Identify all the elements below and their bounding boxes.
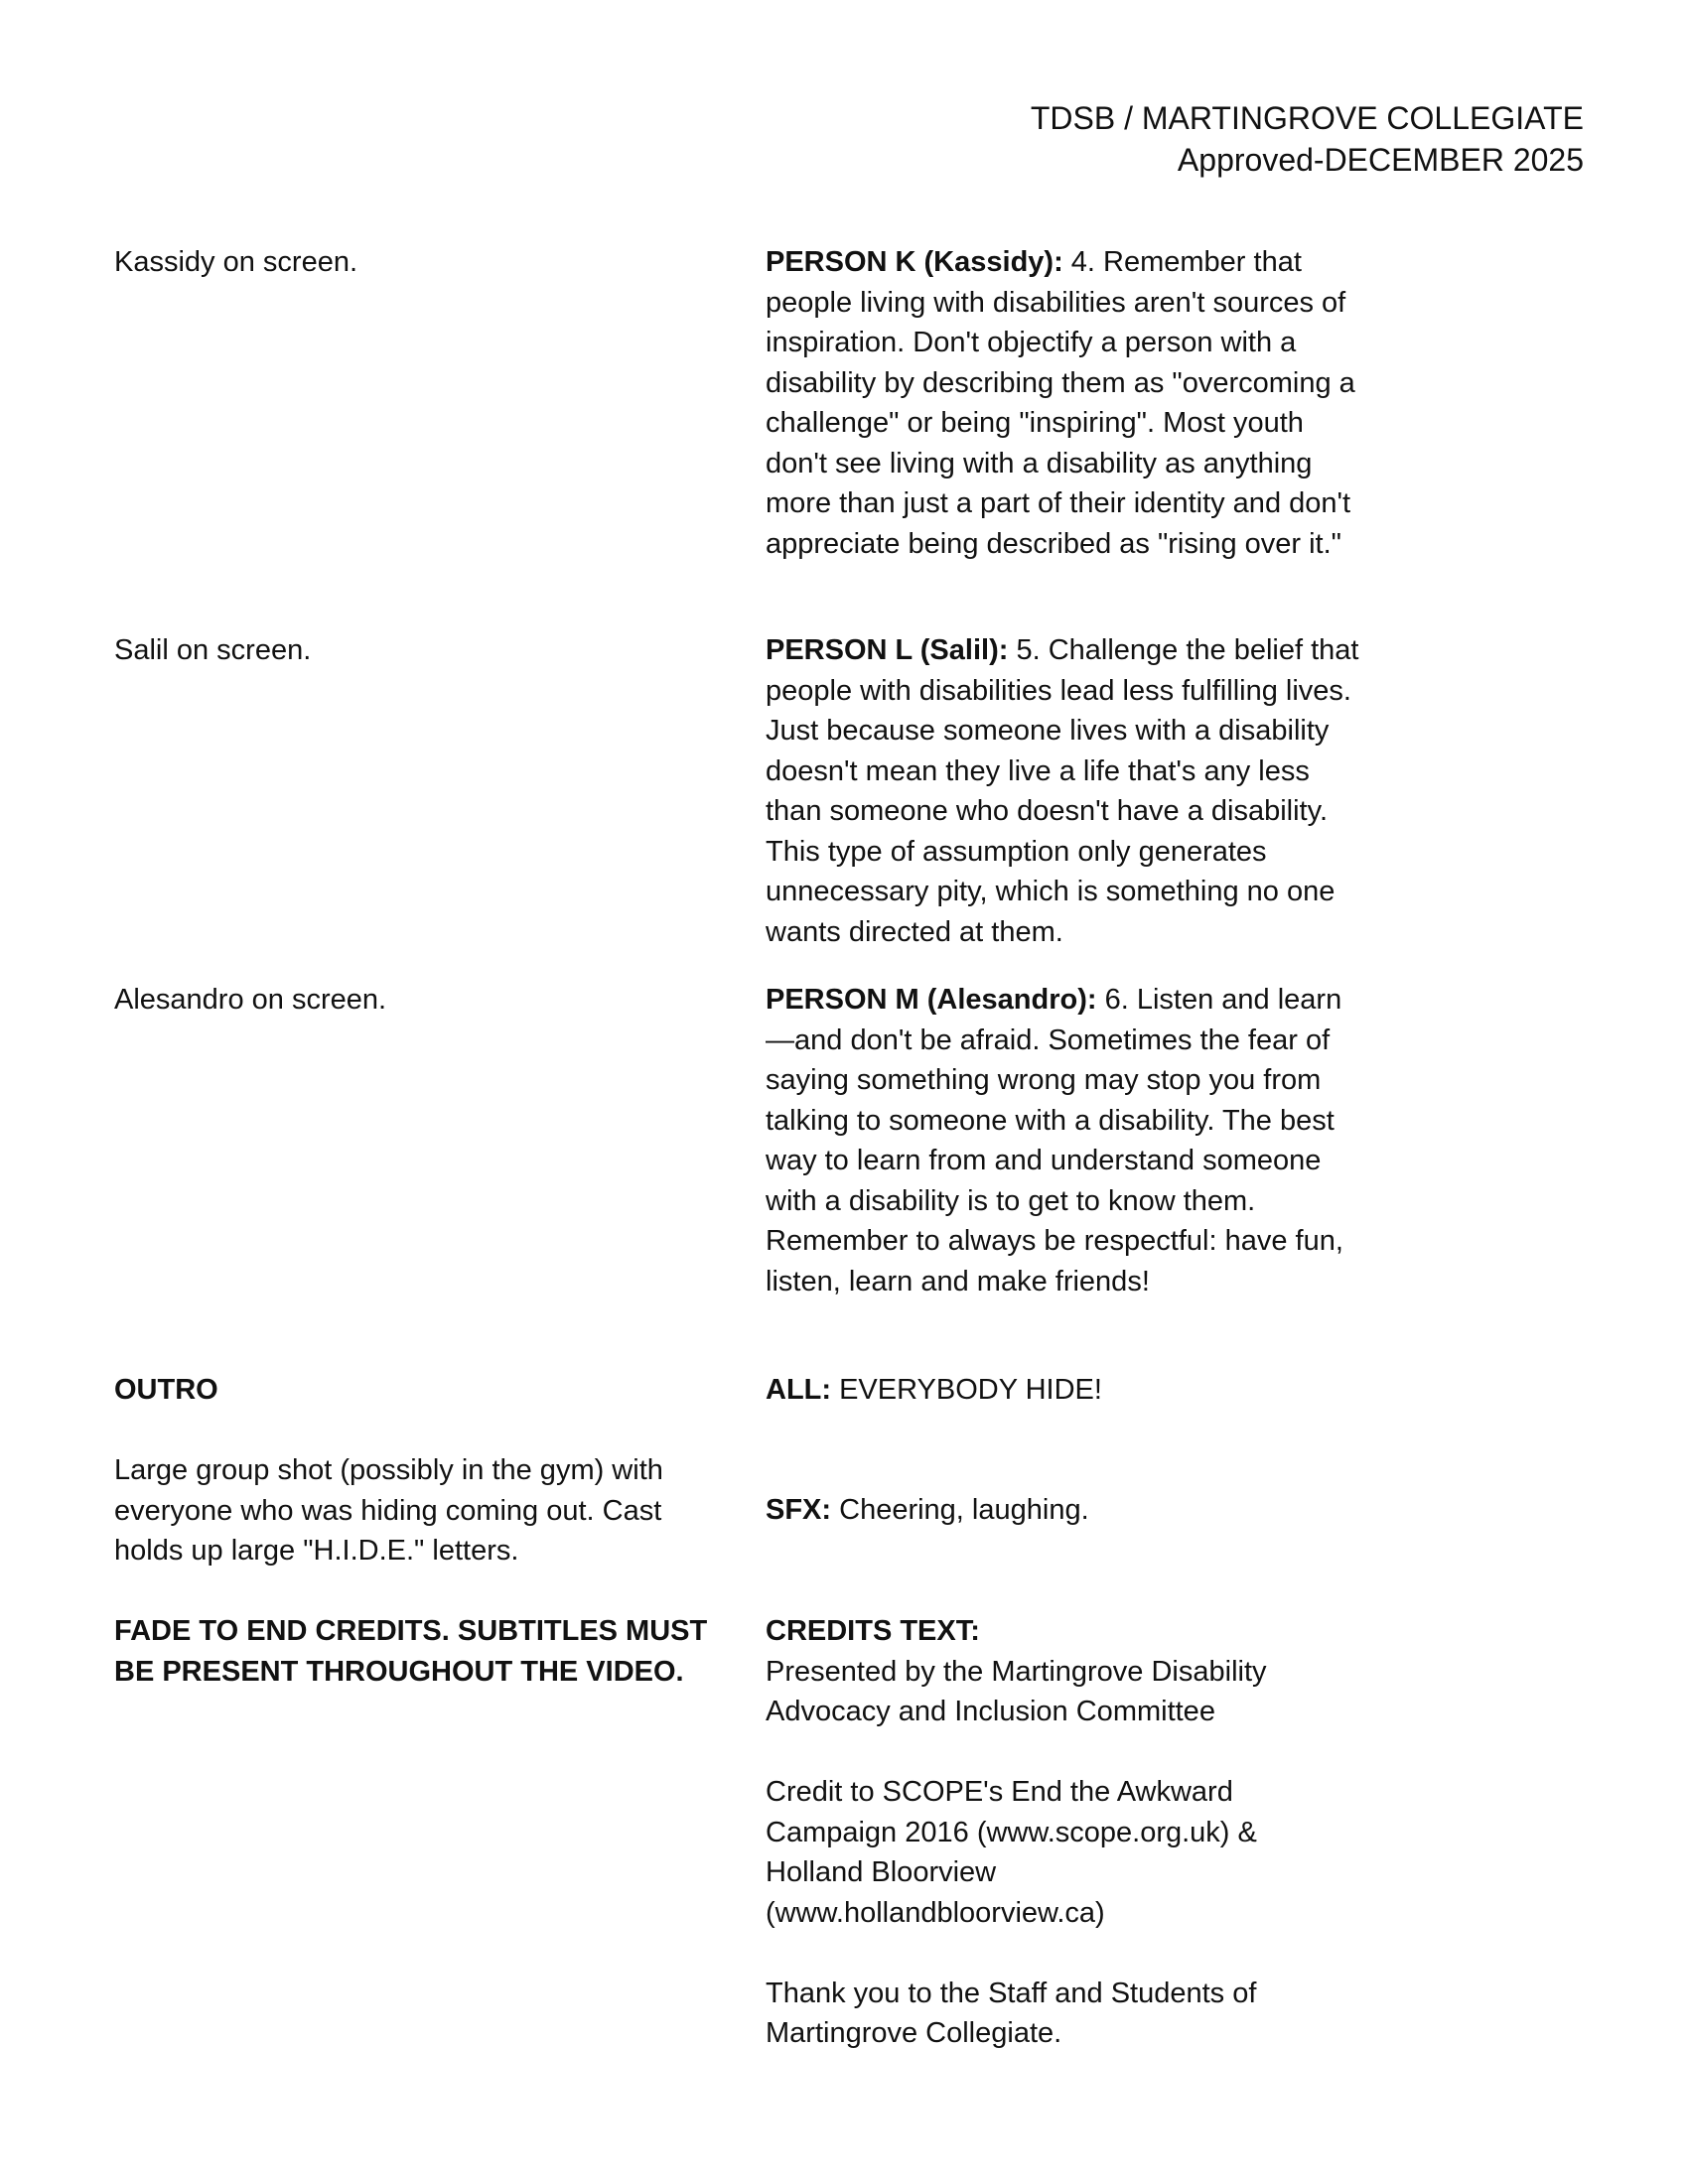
outro-sfx-line [766,1490,1361,1531]
speaker-alesandro: PERSON M (Alesandro): [766,984,1097,1016]
outro-scene: Large group shot (possibly in the gym) with everyone who was hiding coming out. Cast holds up large "H.I.D.E." letters. [114,1454,663,1567]
speaker-salil: PERSON L (Salil): [766,634,1009,666]
line-alesandro: 6. Listen and learn—and don't be afraid. Sometimes the fear of saying something wrong may stop you from talking to someone with a disability. The best way to learn from and understand someone with a disability is to get to know them. Remember to always be respectful: have fun, listen, learn and make friends! [766,984,1343,1297]
outro-all-line [766,1370,1361,1411]
header-school: TDSB / MARTINGROVE COLLEGIATE [1030,100,1584,136]
credits-label: CREDITS TEXT: [766,1615,980,1647]
all-text: EVERYBODY HIDE! [831,1374,1102,1406]
credits-block [766,1611,1361,2054]
line-kassidy: 4. Remember that people living with disabilities aren't sources of inspiration. Don't objectify a person with a disability by describing them as "overcoming a challenge" or being "inspiring". Most youth don't see living with a disability as anything more than just a part of their identity and don't appreciate being described as "rising over it." [766,246,1355,560]
dialogue-alesandro [766,980,1361,1301]
credits-thanks: Thank you to the Staff and Students of Martingrove Collegiate. [766,1977,1257,2049]
all-label: ALL: [766,1374,832,1406]
dialogue-salil [766,630,1361,952]
sfx-text: Cheering, laughing. [831,1494,1089,1526]
scene-alesandro: Alesandro on screen. [114,984,387,1016]
speaker-kassidy: PERSON K (Kassidy): [766,246,1063,278]
dialogue-kassidy [766,242,1361,564]
credits-direction: FADE TO END CREDITS. SUBTITLES MUST BE PRESENT THROUGHOUT THE VIDEO. [114,1615,708,1688]
line-salil: 5. Challenge the belief that people with disabilities lead less fulfilling lives. Just because someone lives with a disability doesn't mean they live a life that's any less than someone who doesn't have a disability. This type of assumption only generates unnecessary pity, which is something no one wants directed at them. [766,634,1359,948]
header-approval: Approved-DECEMBER 2025 [1177,142,1584,178]
credits-scope: Credit to SCOPE's End the Awkward Campaign 2016 (www.scope.org.uk) & Holland Bloorview (www.hollandbloorview.ca) [766,1776,1257,1929]
scene-kassidy: Kassidy on screen. [114,246,358,278]
page-header [1031,97,1584,181]
sfx-label: SFX: [766,1494,832,1526]
scene-salil: Salil on screen. [114,634,312,666]
outro-heading: OUTRO [114,1374,218,1406]
credits-presented: Presented by the Martingrove Disability Advocacy and Inclusion Committee [766,1655,1267,1727]
